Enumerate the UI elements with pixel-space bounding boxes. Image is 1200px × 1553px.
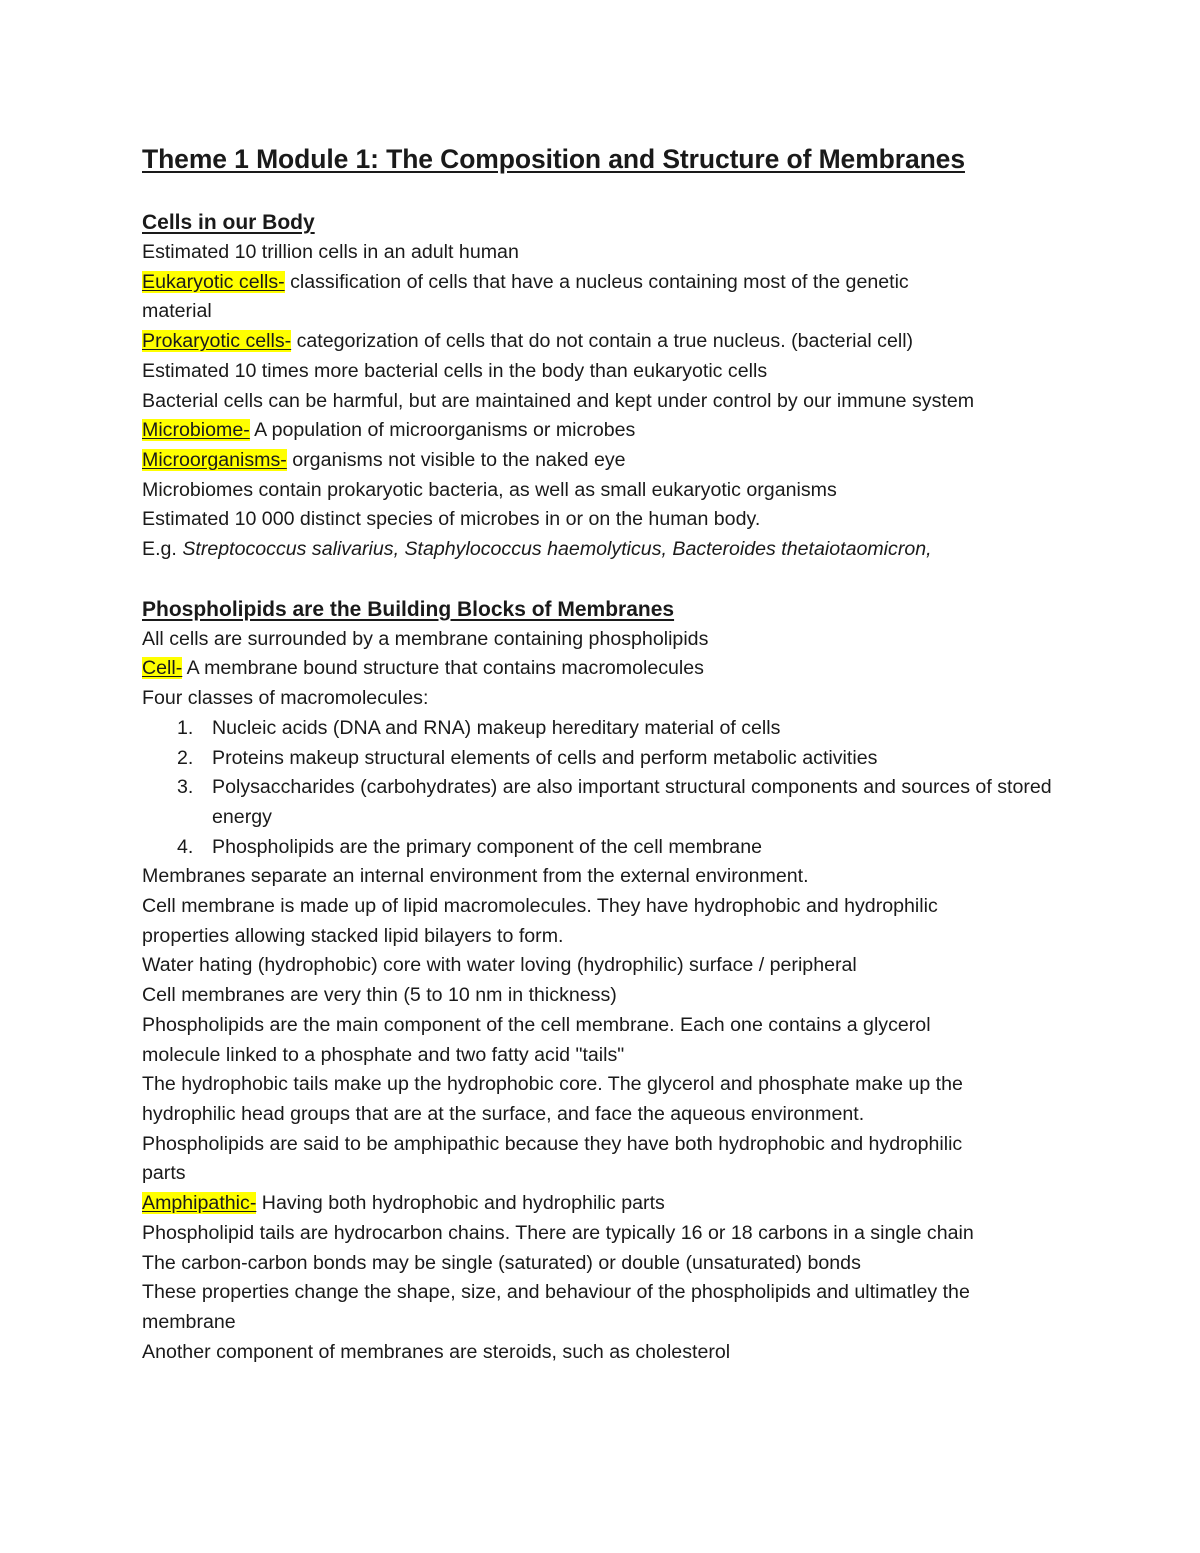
term-microorganisms: Microorganisms-	[142, 448, 287, 471]
definition-amphipathic	[142, 1189, 1072, 1219]
list-item	[142, 773, 1072, 832]
text-line: Estimated 10 000 distinct species of microbes in or on the human body.	[142, 508, 761, 531]
list-number: 1.	[177, 716, 194, 739]
section-heading-phospholipids: Phospholipids are the Building Blocks of Membranes	[142, 597, 675, 621]
definition-text: A membrane bound structure that contains macromolecules	[182, 657, 704, 680]
text-line: The carbon-carbon bonds may be single (saturated) or double (unsaturated) bonds	[142, 1251, 861, 1274]
term-amphipathic: Amphipathic-	[142, 1192, 257, 1215]
definition-microbiome	[142, 416, 1072, 446]
text-line: Cell membranes are very thin (5 to 10 nm in thickness)	[142, 984, 617, 1007]
text-line: parts	[142, 1162, 186, 1185]
term-cell: Cell-	[142, 657, 183, 680]
text-line: hydrophilic head groups that are at the surface, and face the aqueous environment.	[142, 1102, 865, 1125]
term-eukaryotic: Eukaryotic cells-	[142, 270, 285, 293]
text-line: Phospholipids are the main component of the cell membrane. Each one contains a glycerol	[142, 1013, 931, 1036]
definition-prokaryotic	[142, 327, 1072, 357]
text-line: Phospholipid tails are hydrocarbon chains. There are typically 16 or 18 carbons in a single chain	[142, 1221, 974, 1244]
document-content	[142, 142, 1072, 1367]
definition-text: classification of cells that have a nucleus containing most of the genetic	[284, 270, 909, 293]
definition-cell	[142, 654, 1072, 684]
text-line: Estimated 10 trillion cells in an adult human	[142, 241, 519, 263]
example-prefix: E.g.	[142, 538, 183, 561]
term-prokaryotic: Prokaryotic cells-	[142, 330, 292, 353]
text-line: Another component of membranes are steroids, such as cholesterol	[142, 1340, 731, 1363]
list-text: Proteins makeup structural elements of cells and perform metabolic activities	[212, 746, 878, 769]
page-title: Theme 1 Module 1: The Composition and Structure of Membranes	[142, 144, 965, 174]
list-item	[142, 714, 1072, 744]
text-line: All cells are surrounded by a membrane containing phospholipids	[142, 627, 709, 650]
text-line: These properties change the shape, size, and behaviour of the phospholipids and ultimatley the	[142, 1281, 970, 1304]
term-microbiome: Microbiome-	[142, 419, 250, 442]
text-line: material	[142, 300, 212, 323]
list-item	[142, 744, 1072, 774]
list-text: Nucleic acids (DNA and RNA) makeup hereditary material of cells	[212, 716, 781, 739]
definition-eukaryotic	[142, 268, 1072, 298]
list-item	[142, 833, 1072, 863]
definition-text: Having both hydrophobic and hydrophilic parts	[256, 1192, 665, 1215]
definition-text: A population of microorganisms or microbes	[249, 419, 636, 442]
text-line: Membranes separate an internal environment from the external environment.	[142, 865, 809, 888]
list-text: Phospholipids are the primary component of the cell membrane	[212, 835, 763, 858]
text-line: molecule linked to a phosphate and two fatty acid "tails"	[142, 1043, 625, 1066]
definition-text: organisms not visible to the naked eye	[286, 448, 626, 471]
definition-text: categorization of cells that do not contain a true nucleus. (bacterial cell)	[291, 330, 914, 353]
text-line: membrane	[142, 1310, 236, 1333]
text-line: The hydrophobic tails make up the hydrophobic core. The glycerol and phosphate make up the	[142, 1073, 963, 1096]
text-line: Four classes of macromolecules:	[142, 687, 429, 710]
list-number: 2.	[177, 746, 194, 769]
section-heading-cells: Cells in our Body	[142, 211, 315, 234]
list-number: 3.	[177, 776, 194, 799]
example-species: Streptococcus salivarius, Staphylococcus haemolyticus, Bacteroides thetaiotaomicron,	[182, 538, 932, 561]
text-line: Water hating (hydrophobic) core with water loving (hydrophilic) surface / peripheral	[142, 954, 857, 977]
text-line: Cell membrane is made up of lipid macromolecules. They have hydrophobic and hydrophilic	[142, 895, 938, 918]
text-line: Estimated 10 times more bacterial cells in the body than eukaryotic cells	[142, 359, 768, 382]
list-number: 4.	[177, 835, 194, 858]
text-line: Bacterial cells can be harmful, but are maintained and kept under control by our immune system	[142, 389, 975, 412]
macromolecule-list	[142, 714, 1072, 863]
text-line: Microbiomes contain prokaryotic bacteria, as well as small eukaryotic organisms	[142, 478, 837, 501]
example-line	[142, 535, 1072, 565]
text-line: Phospholipids are said to be amphipathic because they have both hydrophobic and hydrophilic	[142, 1132, 963, 1155]
definition-microorganisms	[142, 446, 1072, 476]
list-text: Polysaccharides (carbohydrates) are also important structural components and sources of stored energy	[212, 776, 1052, 828]
text-line: properties allowing stacked lipid bilayers to form.	[142, 924, 564, 947]
